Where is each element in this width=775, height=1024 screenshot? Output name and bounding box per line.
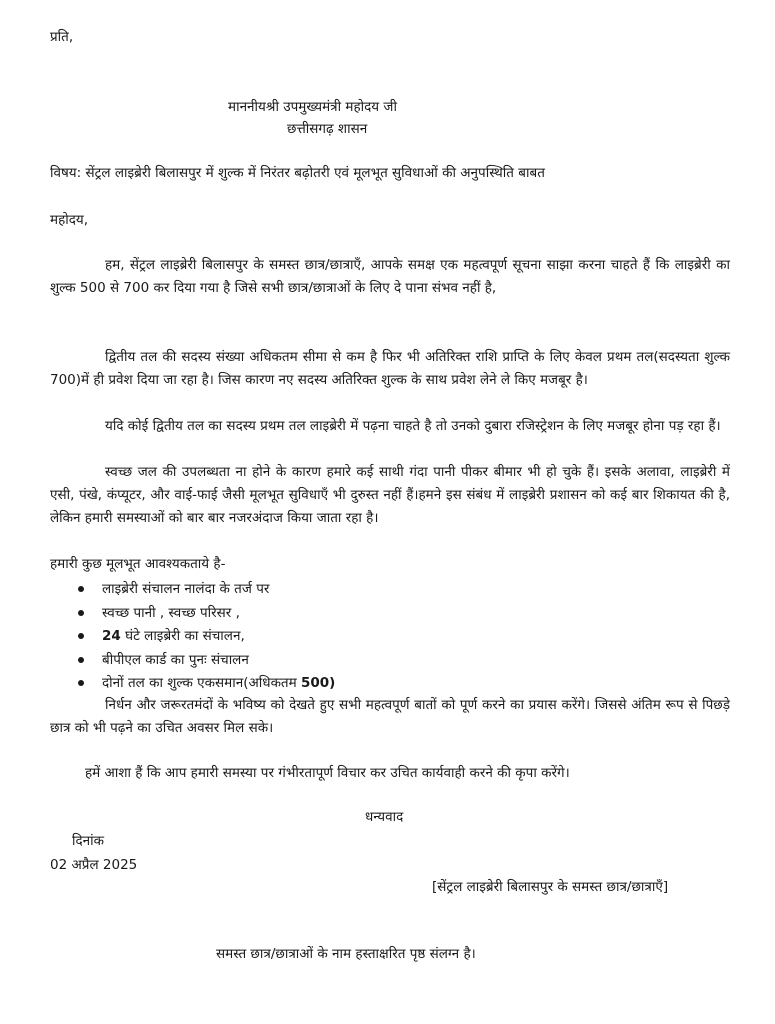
date-value: 02 अप्रैल 2025 bbox=[50, 857, 138, 873]
thanks: धन्यवाद bbox=[365, 809, 404, 825]
subject-line: विषय: सेंट्रल लाइब्रेरी बिलासपुर में शुल्क में निरंतर बढ़ोतरी एवं मूलभूत सुविधाओं की अनुपस्थिति बाबत bbox=[50, 165, 545, 181]
footer-note: समस्त छात्र/छात्राओं के नाम हस्ताक्षरित पृष्ठ संलग्न है। bbox=[216, 946, 476, 962]
paragraph-fee-increase: हम, सेंट्रल लाइब्रेरी बिलासपुर के समस्त छात्र/छात्राएँ, आपके समक्ष एक महत्वपूर्ण सूचना साझा करना चाहते हैं कि लाइब्रेरी का शुल्क 500 से 700 कर दिया गया है जिसे सभी छात्र/छात्राओं के लिए दे पाना संभव नहीं है, bbox=[50, 257, 730, 296]
paragraph-facilities: स्वच्छ जल की उपलब्धता ना होने के कारण हमारे कई साथी गंदा पानी पीकर बीमार भी हो चुके हैं। इसके अलावा, लाइब्रेरी में एसी, पंखे, कंप्यूटर, और वाई-फाई जैसी मूलभूत सुविधाएँ भी दुरुस्त नहीं हैं।हमने इस संबंध में लाइब्रेरी प्रशासन को कई बार शिकायत की है, लेकिन हमारी समस्याओं को बार बार नजरअंदाज किया जाता रहा है। bbox=[50, 464, 730, 526]
hope-line: हमें आशा हैं कि आप हमारी समस्या पर गंभीरतापूर्ण विचार कर उचित कार्यवाही करने की कृपा करेंगे। bbox=[85, 765, 570, 781]
paragraph-second-floor: द्वितीय तल की सदस्य संख्या अधिकतम सीमा से कम है फिर भी अतिरिक्त राशि प्राप्ति के लिए केवल प्रथम तल(सदस्यता शुल्क 700)में ही प्रवेश दिया जा रहा है। जिस कारण नए सदस्य अतिरिक्त शुल्क के साथ प्रवेश लेने ले किए मजबूर है। bbox=[50, 349, 730, 388]
paragraph-re-registration: यदि कोई द्वितीय तल का सदस्य प्रथम तल लाइब्रेरी में पढ़ना चाहते है तो उनको दुबारा रजिस्ट्रेशन के लिए मजबूर होना पड़ रहा हैं। bbox=[105, 418, 721, 434]
bullet-icon bbox=[78, 680, 84, 686]
bullet-icon bbox=[78, 610, 84, 616]
recipient-office: छत्तीसगढ़ शासन bbox=[287, 121, 368, 137]
signature: [सेंट्रल लाइब्रेरी बिलासपुर के समस्त छात्र/छात्राएँ] bbox=[432, 879, 669, 895]
requirements-heading: हमारी कुछ मूलभूत आवश्यकताये है- bbox=[50, 556, 226, 572]
greeting: महोदय, bbox=[50, 212, 89, 228]
recipient-title: माननीयश्री उपमुख्यमंत्री महोदय जी bbox=[228, 99, 397, 115]
requirement-item: बीपीएल कार्ड का पुनः संचालन bbox=[75, 649, 335, 673]
date-label: दिनांक bbox=[72, 833, 105, 849]
bullet-icon bbox=[78, 633, 84, 639]
bullet-icon bbox=[78, 657, 84, 663]
closing-paragraph: निर्धन और जरूरतमंदों के भविष्य को देखते हुए सभी महत्वपूर्ण बातों को पूर्ण करने का प्रयास करेंगे। जिससे अंतिम रूप से पिछड़े छात्र को भी पढ़ने का उचित अवसर मिल सके। bbox=[50, 697, 730, 736]
requirements-list bbox=[75, 578, 335, 696]
requirement-item: लाइब्रेरी संचालन नालंदा के तर्ज पर bbox=[75, 578, 335, 602]
requirement-item: स्वच्छ पानी , स्वच्छ परिसर , bbox=[75, 602, 335, 626]
salutation-to: प्रति, bbox=[50, 29, 74, 45]
requirement-item: 24 घंटे लाइब्रेरी का संचालन, bbox=[75, 625, 335, 649]
bullet-icon bbox=[78, 586, 84, 592]
requirement-item: दोनों तल का शुल्क एकसमान(अधिकतम 500) bbox=[75, 672, 335, 696]
